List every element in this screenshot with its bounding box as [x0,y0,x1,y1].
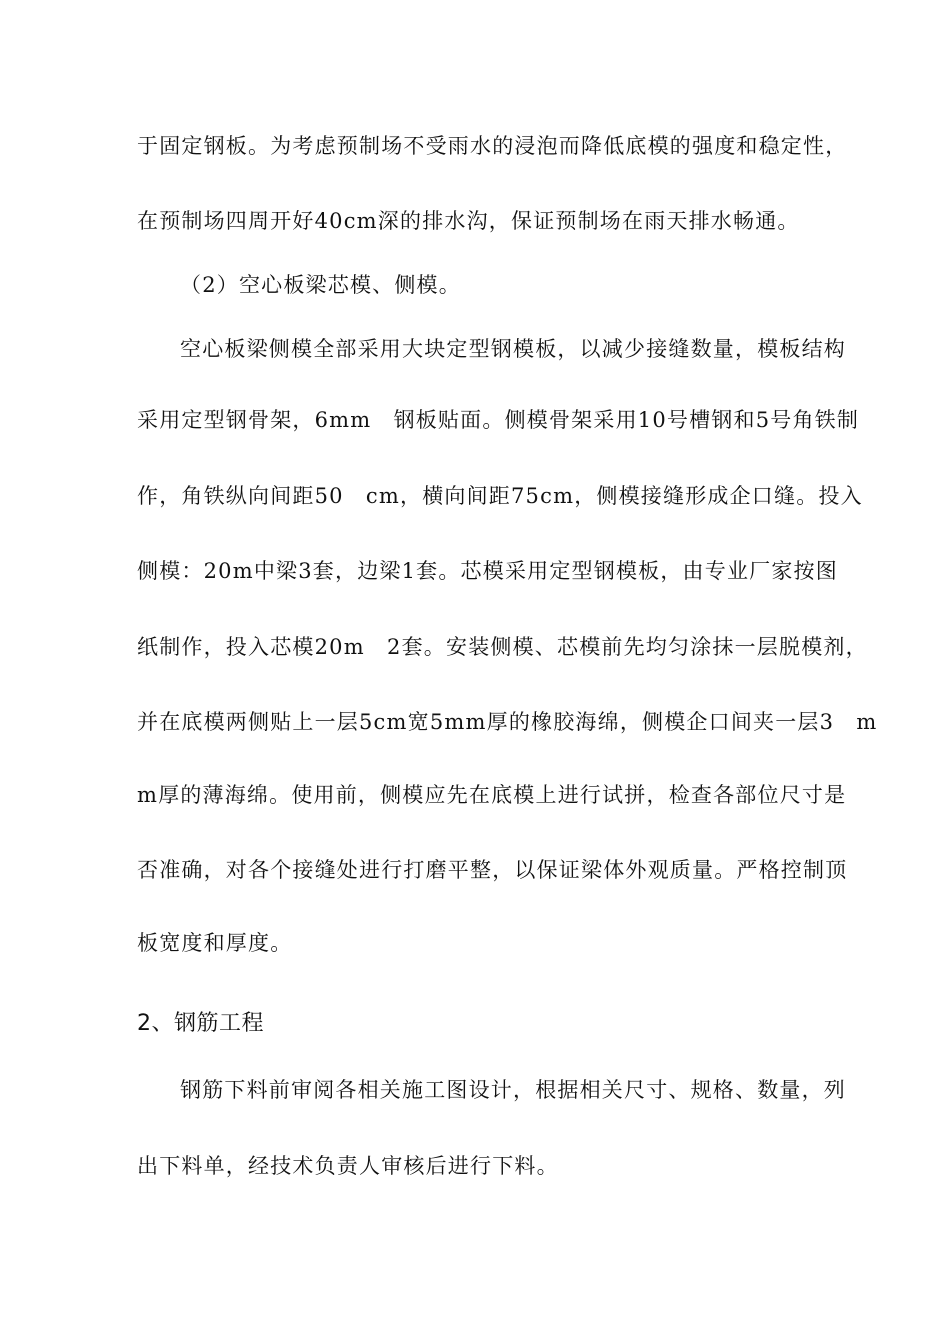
paragraph-line: 采用定型钢骨架，6mm 钢板贴面。侧模骨架采用10号槽钢和5号角铁制 [137,408,860,432]
paragraph-line: m厚的薄海绵。使用前，侧模应先在底模上进行试拼，检查各部位尺寸是 [137,783,847,807]
paragraph-line: 板宽度和厚度。 [137,931,293,955]
paragraph-line: 钢筋下料前审阅各相关施工图设计，根据相关尺寸、规格、数量，列 [180,1078,846,1102]
paragraph-line: 纸制作，投入芯模20m 2套。安装侧模、芯模前先均匀涂抹一层脱模剂， [137,635,868,659]
section-subheading: （2）空心板梁芯模、侧模。 [180,273,461,297]
paragraph-line: 并在底模两侧贴上一层5cm宽5mm厚的橡胶海绵，侧模企口间夹一层3 m [137,710,878,734]
paragraph-line: 否准确，对各个接缝处进行打磨平整，以保证梁体外观质量。严格控制顶 [137,858,848,882]
paragraph-line: 在预制场四周开好40cm深的排水沟，保证预制场在雨天排水畅通。 [137,209,800,233]
paragraph-line: 出下料单，经技术负责人审核后进行下料。 [137,1154,559,1178]
paragraph-line: 空心板梁侧模全部采用大块定型钢模板，以减少接缝数量，模板结构 [180,337,846,361]
paragraph-line: 侧模：20m中梁3套，边梁1套。芯模采用定型钢模板，由专业厂家按图 [137,559,838,583]
paragraph-line: 作，角铁纵向间距50 cm，横向间距75cm，侧模接缝形成企口缝。投入 [137,484,863,508]
paragraph-line: 于固定钢板。为考虑预制场不受雨水的浸泡而降低底模的强度和稳定性， [137,134,848,158]
section-heading: 2、钢筋工程 [137,1011,264,1036]
